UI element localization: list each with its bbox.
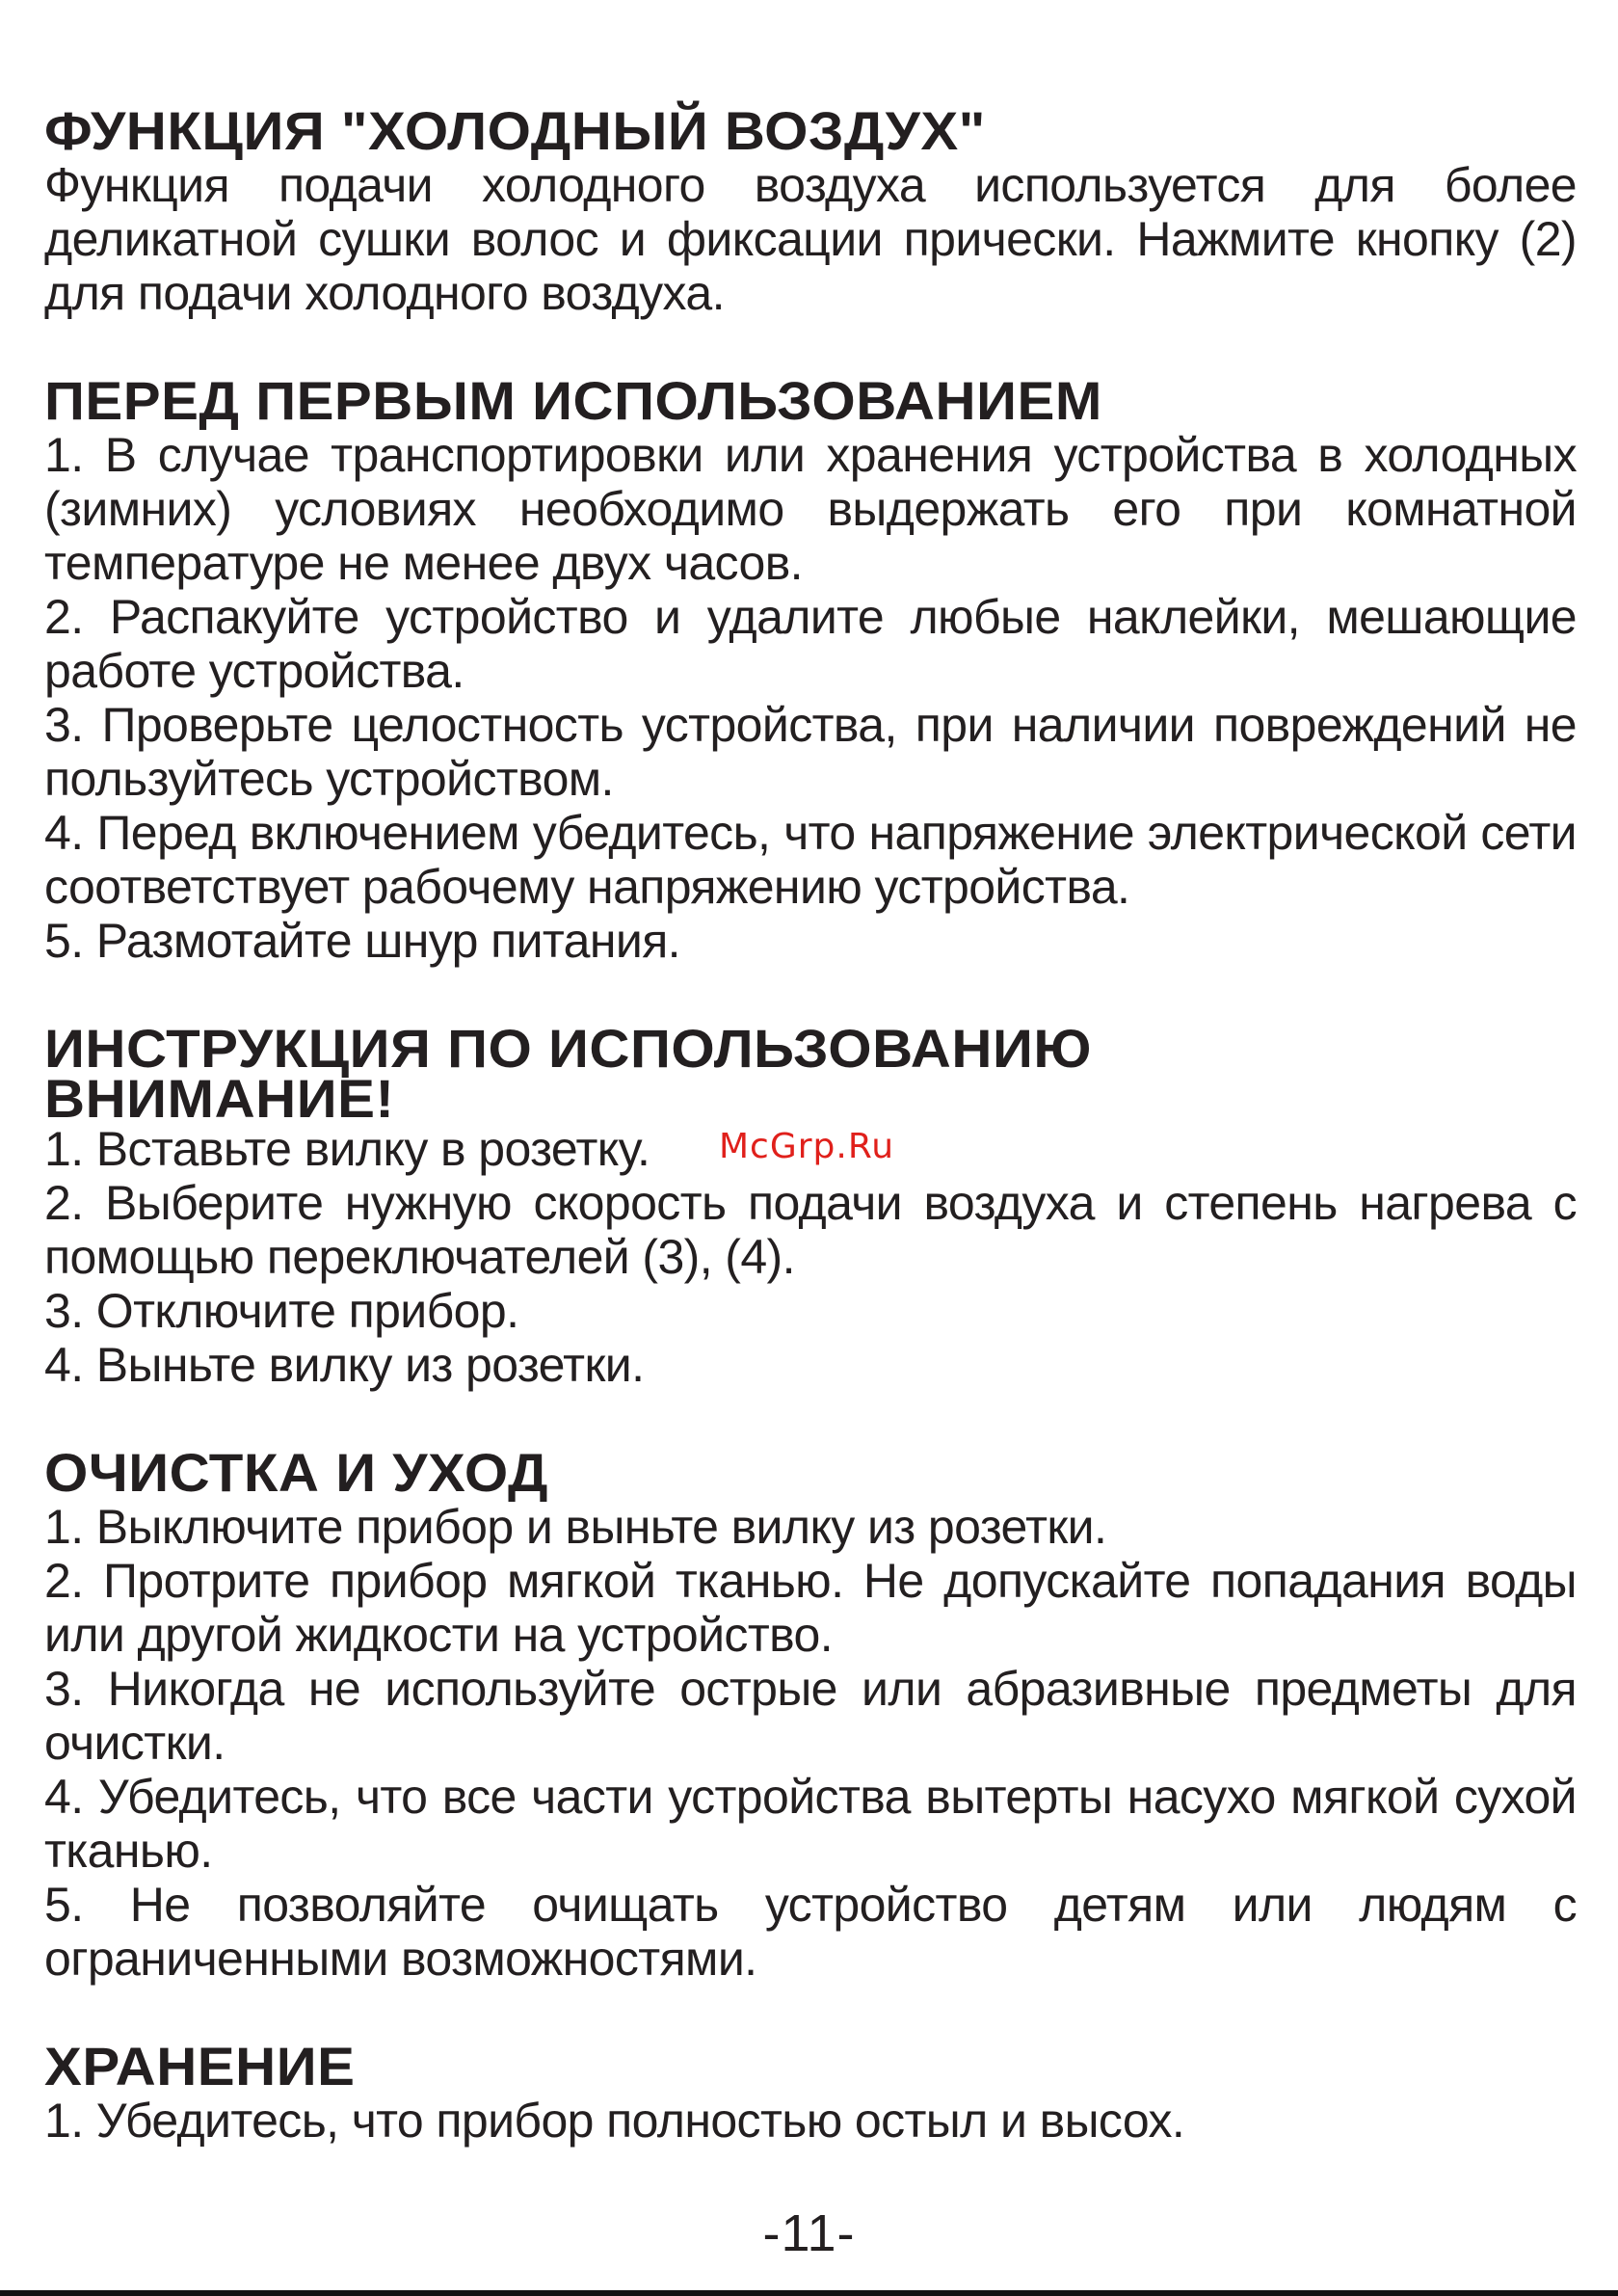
list-item: 2. Распакуйте устройство и удалите любые наклейки, мешающие работе устройства. (44, 590, 1577, 698)
paragraph: Функция подачи холодного воздуха используется для более деликатной сушки волос и фиксации прически. Нажмите кнопку (2) для подачи холодного воздуха. (44, 158, 1577, 320)
section-title: ФУНКЦИЯ "ХОЛОДНЫЙ ВОЗДУХ" (44, 100, 986, 161)
section-title: ХРАНЕНИЕ (44, 2036, 356, 2096)
list-item: 1. В случае транспортировки или хранения устройства в холодных (зимних) условиях необходимо выдержать его при комнатной температуре не менее двух часов. (44, 428, 1577, 590)
page-number: -11- (762, 2204, 856, 2262)
list-item: 5. Не позволяйте очищать устройство детям или людям с ограниченными возможностями. (44, 1878, 1577, 1986)
section-storage (44, 2036, 1577, 2148)
list-item: 1. Выключите прибор и выньте вилку из розетки. (44, 1500, 1107, 1554)
watermark-text: McGrp.Ru (719, 1127, 895, 1166)
section-cleaning-care (44, 1442, 1577, 1986)
list-item: 4. Перед включением убедитесь, что напряжение электрической сети соответствует рабочему напряжению устройства. (44, 806, 1577, 914)
list-item: 1. Вставьте вилку в розетку. (44, 1122, 650, 1176)
list-item: 4. Выньте вилку из розетки. (44, 1338, 645, 1392)
list-item: 2. Выберите нужную скорость подачи воздуха и степень нагрева с помощью переключателей (3), (4). (44, 1176, 1577, 1284)
list-item: 3. Проверьте целостность устройства, при наличии повреждений не пользуйтесь устройством. (44, 698, 1577, 806)
list-item: 1. Убедитесь, что прибор полностью остыл и высох. (44, 2094, 1185, 2148)
list-item: 4. Убедитесь, что все части устройства вытерты насухо мягкой сухой тканью. (44, 1770, 1577, 1878)
list-item: 5. Размотайте шнур питания. (44, 914, 680, 968)
list-item: 3. Никогда не используйте острые или абразивные предметы для очистки. (44, 1662, 1577, 1770)
section-before-first-use (44, 370, 1577, 968)
list-item: 2. Протрите прибор мягкой тканью. Не допускайте попадания воды или другой жидкости на устройство. (44, 1554, 1577, 1662)
section-title: ОЧИСТКА И УХОД (44, 1442, 548, 1503)
section-cold-air (44, 100, 1577, 320)
bottom-divider (0, 2290, 1618, 2296)
section-title: ПЕРЕД ПЕРВЫМ ИСПОЛЬЗОВАНИЕМ (44, 370, 1102, 431)
section-usage-instructions (44, 1018, 1577, 1392)
section-subtitle: ВНИМАНИЕ! (44, 1068, 395, 1129)
section-title: ИНСТРУКЦИЯ ПО ИСПОЛЬЗОВАНИЮ (44, 1018, 1092, 1079)
list-item: 3. Отключите прибор. (44, 1284, 519, 1338)
